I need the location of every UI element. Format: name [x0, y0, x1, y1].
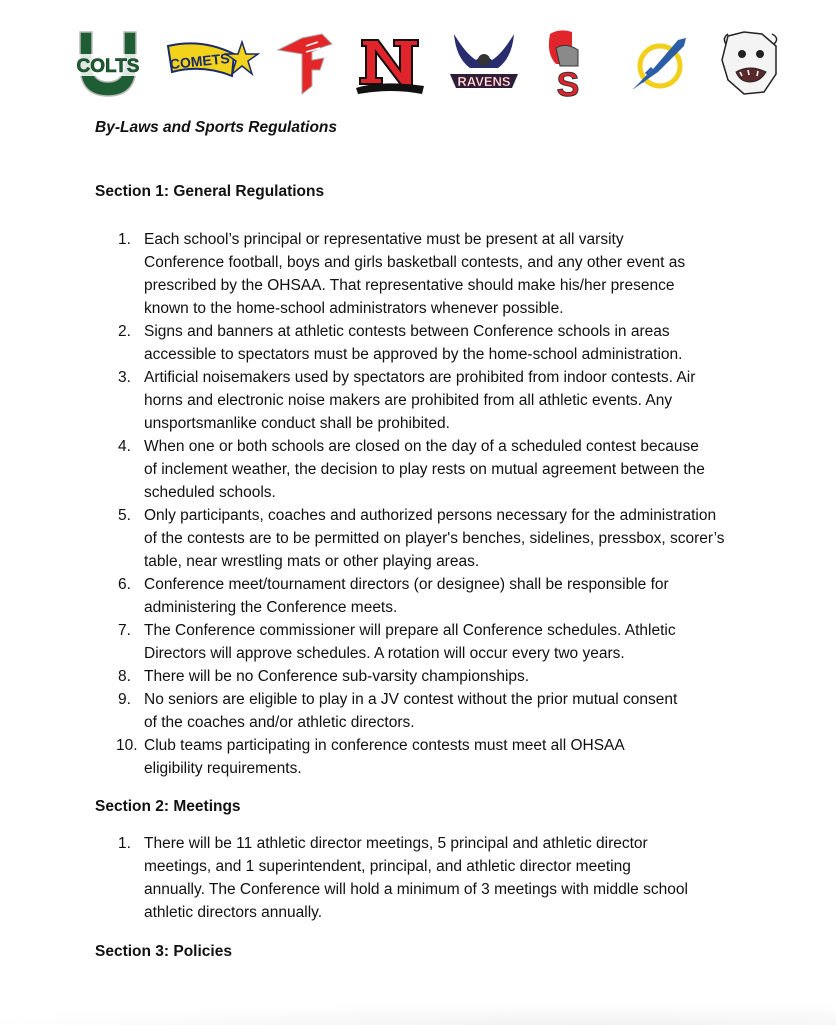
item-line: horns and electronic noise makers are prohibited from all athletic events. Any	[144, 392, 673, 409]
item-number: 1.	[118, 835, 131, 852]
list-item	[118, 619, 784, 665]
item-line: prescribed by the OHSAA. That representative should make his/her presence	[144, 277, 675, 294]
item-line: No seniors are eligible to play in a JV contest without the prior mutual consent	[144, 691, 678, 708]
item-line: Directors will approve schedules. A rotation will occur every two years.	[144, 645, 625, 662]
item-number: 8.	[118, 668, 131, 685]
colts-logo	[66, 24, 150, 104]
list-item	[118, 688, 784, 734]
item-line: When one or both schools are closed on the day of a scheduled contest because	[144, 438, 699, 455]
item-line: eligibility requirements.	[144, 760, 302, 777]
list-item	[118, 366, 784, 435]
item-line: Only participants, coaches and authorized persons necessary for the administration	[144, 507, 717, 524]
item-number: 5.	[118, 507, 131, 524]
section-2-title: Section 2: Meetings	[95, 798, 241, 815]
ravens-logo	[446, 24, 522, 104]
item-line: meetings, and 1 superintendent, principal, and athletic director meeting	[144, 858, 631, 875]
list-item	[118, 504, 784, 573]
list-item	[118, 320, 784, 366]
list-item	[118, 228, 784, 320]
item-line: The Conference commissioner will prepare all Conference schedules. Athletic	[144, 622, 676, 639]
item-number: 4.	[118, 438, 131, 455]
item-number: 7.	[118, 622, 131, 639]
rockets-logo	[624, 24, 694, 104]
page-bottom-shadow	[0, 995, 836, 1025]
item-number: 6.	[118, 576, 131, 593]
list-item	[116, 734, 784, 780]
list-item	[118, 435, 784, 504]
item-number: 10.	[116, 737, 138, 754]
item-line: Each school’s principal or representative must be present at all varsity	[144, 231, 624, 248]
item-line: administering the Conference meets.	[144, 599, 398, 616]
item-line: of the contests are to be permitted on player's benches, sidelines, pressbox, scorer’s	[144, 530, 725, 547]
item-line: There will be 11 athletic director meetings, 5 principal and athletic director	[144, 835, 648, 852]
section-3-title: Section 3: Policies	[95, 943, 232, 960]
item-number: 3.	[118, 369, 131, 386]
item-line: of inclement weather, the decision to play rests on mutual agreement between the	[144, 461, 705, 478]
item-line: known to the home-school administrators whenever possible.	[144, 300, 564, 317]
item-line: Signs and banners at athletic contests between Conference schools in areas	[144, 323, 670, 340]
document-title: By-Laws and Sports Regulations	[95, 119, 338, 136]
item-line: annually. The Conference will hold a minimum of 3 meetings with middle school	[144, 881, 688, 898]
section-1-title: Section 1: General Regulations	[95, 183, 325, 200]
colts-logo-text: COLTS	[76, 56, 140, 77]
spartans-logo-text: S	[556, 66, 580, 104]
ravens-logo-text: RAVENS	[457, 74, 511, 89]
item-line: of the coaches and/or athletic directors.	[144, 714, 415, 731]
item-number: 9.	[118, 691, 131, 708]
item-line: Artificial noisemakers used by spectators are prohibited from indoor contests. Air	[144, 369, 696, 386]
item-line: table, near wrestling mats or other playing areas.	[144, 553, 480, 570]
item-line: Club teams participating in conference contests must meet all OHSAA	[144, 737, 625, 754]
item-line: Conference football, boys and girls basketball contests, and any other event as	[144, 254, 686, 271]
n-logo	[352, 24, 428, 104]
item-line: athletic directors annually.	[144, 904, 323, 921]
item-line: Conference meet/tournament directors (or designee) shall be responsible for	[144, 576, 669, 593]
comets-logo	[162, 24, 260, 104]
school-logos-banner	[66, 24, 796, 104]
list-item	[118, 665, 784, 688]
item-line: accessible to spectators must be approved by the home-school administration.	[144, 346, 683, 363]
falcons-logo	[272, 24, 342, 104]
item-line: There will be no Conference sub-varsity championships.	[144, 668, 530, 685]
item-number: 2.	[118, 323, 131, 340]
section-2-list	[118, 832, 784, 924]
list-item	[118, 573, 784, 619]
spartans-logo	[536, 24, 596, 104]
list-item	[118, 832, 784, 924]
bulldogs-logo	[714, 24, 786, 104]
section-1-list	[116, 228, 784, 780]
item-number: 1.	[118, 231, 131, 248]
item-line: scheduled schools.	[144, 484, 276, 501]
item-line: unsportsmanlike conduct shall be prohibited.	[144, 415, 450, 432]
comets-logo-text: COMETS	[169, 49, 231, 73]
